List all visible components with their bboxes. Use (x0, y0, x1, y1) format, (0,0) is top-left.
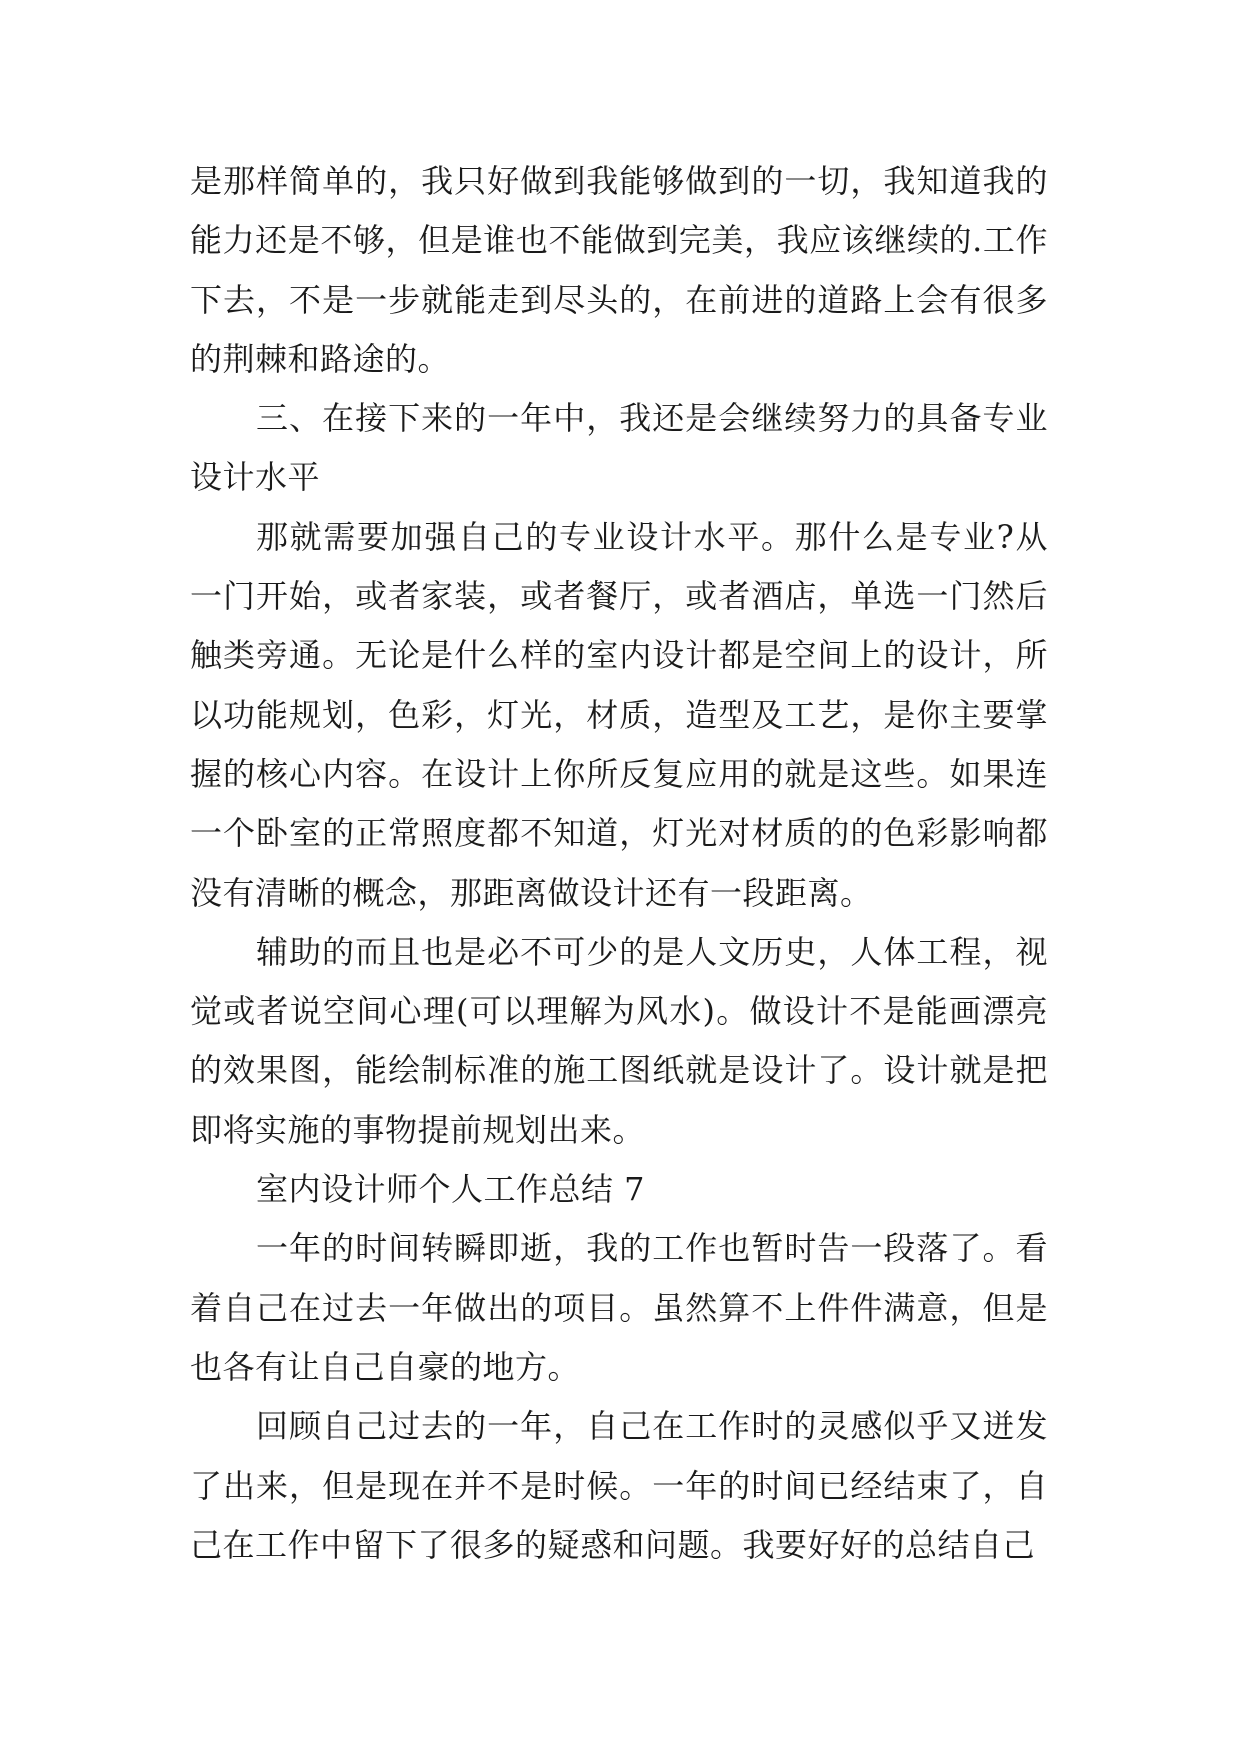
paragraph-5: 回顾自己过去的一年，自己在工作时的灵感似乎又迸发了出来，但是现在并不是时候。一年的时间已经结束了，自己在工作中留下了很多的疑惑和问题。我要好好的总结自己 (190, 1407, 1048, 1564)
paragraph-3: 辅助的而且也是必不可少的是人文历史，人体工程，视觉或者说空间心理(可以理解为风水)。做设计不是能画漂亮的效果图，能绘制标准的施工图纸就是设计了。设计就是把即将实施的事物提前规划出来。 (190, 932, 1048, 1149)
section-heading-3: 三、在接下来的一年中，我还是会继续努力的具备专业设计水平 (190, 399, 1048, 497)
paragraph-1: 是那样简单的，我只好做到我能够做到的一切，我知道我的能力还是不够，但是谁也不能做到完美，我应该继续的.工作下去，不是一步就能走到尽头的，在前进的道路上会有很多的荆棘和路途的。 (190, 162, 1048, 378)
paragraph-4: 一年的时间转瞬即逝，我的工作也暂时告一段落了。看着自己在过去一年做出的项目。虽然算不上件件满意，但是也各有让自己自豪的地方。 (190, 1229, 1048, 1386)
paragraph-2: 那就需要加强自己的专业设计水平。那什么是专业?从一门开始，或者家装，或者餐厅，或者酒店，单选一门然后触类旁通。无论是什么样的室内设计都是空间上的设计，所以功能规划，色彩，灯光，材质，造型及工艺，是你主要掌握的核心内容。在设计上你所反复应用的就是这些。如果连一个卧室的正常照度都不知道，灯光对材质的的色彩影响都没有清晰的概念，那距离做设计还有一段距离。 (190, 517, 1048, 912)
document-body (190, 152, 1048, 1575)
article-title-7: 室内设计师个人工作总结 7 (256, 1170, 646, 1209)
